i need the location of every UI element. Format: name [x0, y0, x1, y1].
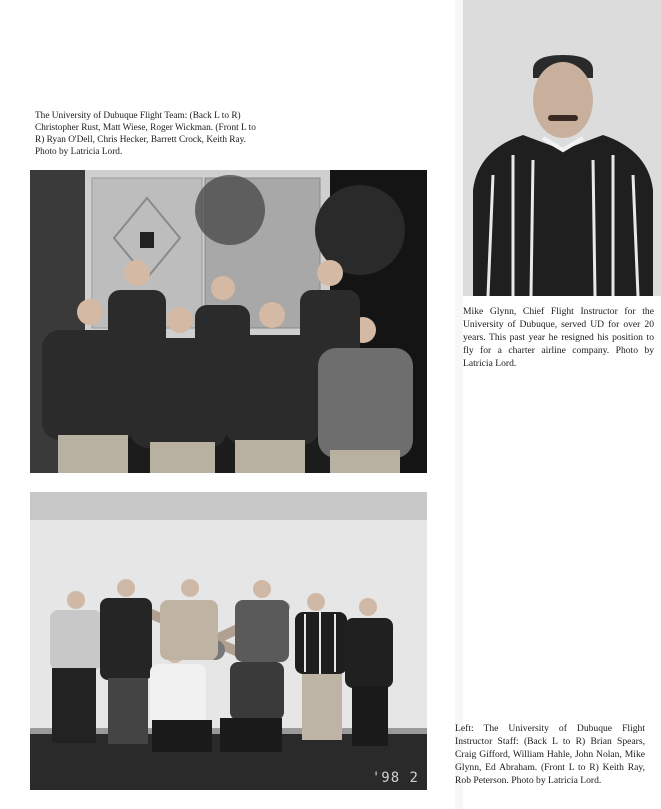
instructor-staff-caption: Left: The University of Dubuque Flight Instructor Staff: (Back L to R) Brian Spears, Craig Gifford, William Hahle, John Nolan, Mike Glynn, Ed Abraham. (Front L to R) Keith Ray, Rob Peterson. Photo by Latricia Lord. — [455, 723, 645, 786]
photo-date-stamp: '98 2 — [371, 770, 419, 786]
flight-team-caption: The University of Dubuque Flight Team: (Back L to R) Christopher Rust, Matt Wiese, Roger Wickman. (Front L to R) Ryan O'Dell, Chris Hecker, Barrett Crock, Keith Ray. Photo by Latricia Lord. — [35, 111, 256, 157]
chief-instructor-portrait — [463, 0, 661, 296]
instructor-staff-photo — [30, 492, 427, 790]
flight-team-photo — [30, 170, 427, 473]
page-edge-shadow — [455, 0, 463, 809]
chief-instructor-caption: Mike Glynn, Chief Flight Instructor for the University of Dubuque, served UD for over 20 years. This past year he resigned his position to fly for a charter airline company. Photo by Latricia Lord. — [463, 306, 654, 369]
